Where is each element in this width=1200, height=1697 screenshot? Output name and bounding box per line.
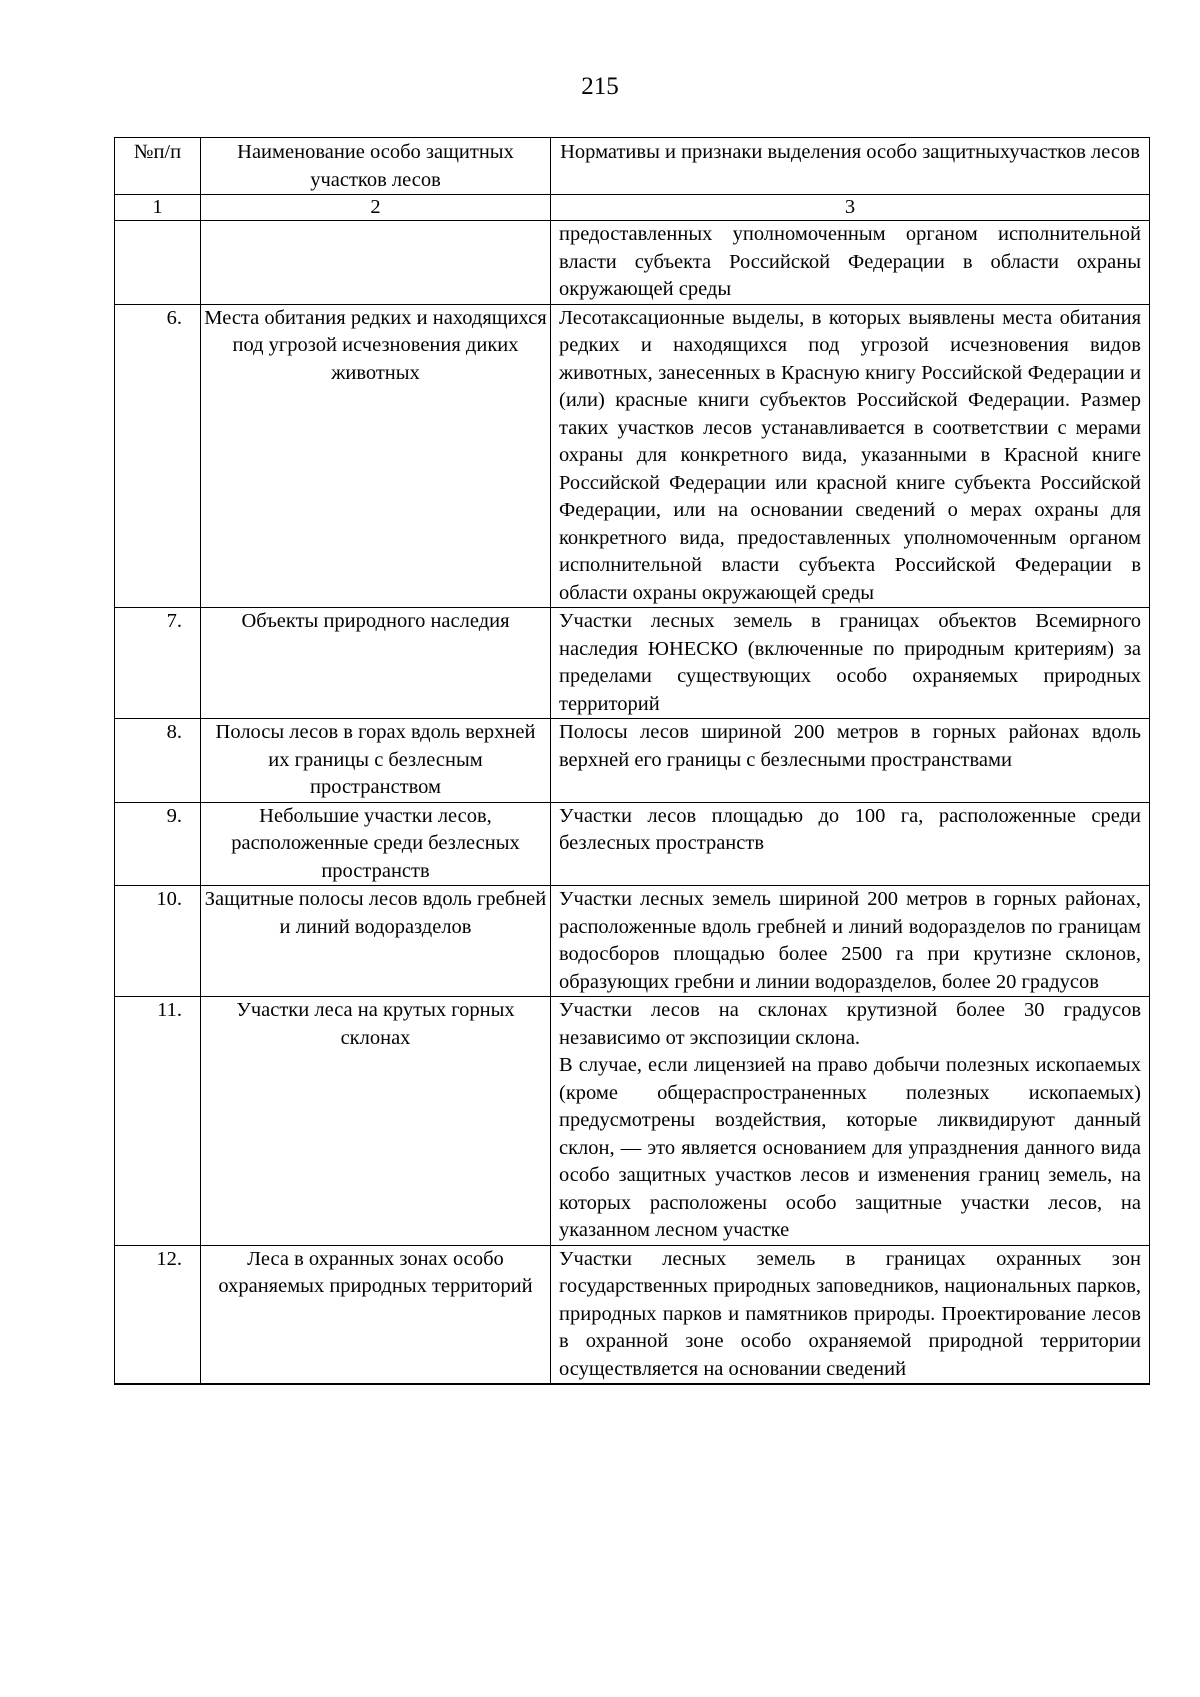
- table-row: [115, 886, 1150, 997]
- column-number: 3: [551, 195, 1150, 221]
- header-norms: Нормативы и признаки выделения особо защитныхучастков лесов: [551, 138, 1150, 195]
- norm-paragraph: Участки лесных земель в границах охранных зон государственных природных заповедников, национальных парков, природных парков и памятников природы. Проектирование лесов в охранной зоне особо охраняемой природной территории осуществляется на основании сведений: [559, 1247, 1141, 1380]
- row-number: 6.: [115, 304, 201, 608]
- row-number: 8.: [115, 719, 201, 803]
- norm-paragraph: предоставленных уполномоченным органом исполнительной власти субъекта Российской Федерации в области охраны окружающей среды: [559, 223, 1141, 300]
- table-row: [115, 608, 1150, 719]
- area-name: Объекты природного наследия: [201, 608, 551, 719]
- column-number: 1: [115, 195, 201, 221]
- header-name: Наименование особо защитных участков лесов: [201, 138, 551, 195]
- row-number: 7.: [115, 608, 201, 719]
- norm-paragraph: Участки лесов на склонах крутизной более 30 градусов независимо от экспозиции склона.: [559, 999, 1141, 1049]
- area-name: Леса в охранных зонах особо охраняемых природных территорий: [201, 1245, 551, 1384]
- table-row: [115, 997, 1150, 1246]
- area-norms: [551, 997, 1150, 1246]
- norm-paragraph: Лесотаксационные выделы, в которых выявлены места обитания редких и находящихся под угрозой исчезновения видов животных, занесенных в Красную книгу Российской Федерации и (или) красные книги субъектов Российской Федерации. Размер таких участков лесов устанавливается в соответствии с мерами охраны для конкретного вида, указанными в Красной книге Российской Федерации или красной книге субъекта Российской Федерации, или на основании сведений о мерах охраны для конкретного вида, предоставленных уполномоченным органом исполнительной власти субъекта Российской Федерации в области охраны окружающей среды: [559, 306, 1141, 604]
- area-name: Защитные полосы лесов вдоль гребней и линий водоразделов: [201, 886, 551, 997]
- area-norms: [551, 608, 1150, 719]
- row-number: 9.: [115, 802, 201, 886]
- row-number: 12.: [115, 1245, 201, 1384]
- area-norms: [551, 304, 1150, 608]
- row-number: [115, 221, 201, 305]
- table-body: [115, 221, 1150, 1385]
- area-name: Небольшие участки лесов, расположенные среди безлесных пространств: [201, 802, 551, 886]
- area-name: Участки леса на крутых горных склонах: [201, 997, 551, 1246]
- header-number: №п/п: [115, 138, 201, 195]
- area-norms: [551, 802, 1150, 886]
- table-row: [115, 802, 1150, 886]
- row-number: 10.: [115, 886, 201, 997]
- area-name: Места обитания редких и находящихся под угрозой исчезновения диких животных: [201, 304, 551, 608]
- norm-paragraph: В случае, если лицензией на право добычи полезных ископаемых (кроме общераспространенных полезных ископаемых) предусмотрены воздействия, которые ликвидируют данный склон, — это является основанием для упразднения данного вида особо защитных участков лесов и изменения границ земель, на которых расположены особо защитные участки лесов, на указанном лесном участке: [559, 1054, 1141, 1241]
- area-norms: [551, 719, 1150, 803]
- norm-paragraph: Участки лесных земель в границах объектов Всемирного наследия ЮНЕСКО (включенные по природным критериям) за пределами существующих особо охраняемых природных территорий: [559, 610, 1141, 715]
- norm-paragraph: Участки лесов площадью до 100 га, расположенные среди безлесных пространств: [559, 804, 1141, 854]
- table-row: [115, 221, 1150, 305]
- page-number: 215: [581, 73, 619, 100]
- column-number: 2: [201, 195, 551, 221]
- table-header-row: [115, 138, 1150, 195]
- column-number-row: [115, 195, 1150, 221]
- norm-paragraph: Участки лесных земель шириной 200 метров в горных районах, расположенные вдоль гребней и линий водоразделов по границам водосборов площадью более 2500 га при крутизне склонов, образующих гребни и линии водоразделов, более 20 градусов: [559, 888, 1141, 993]
- area-name: [201, 221, 551, 305]
- row-number: 11.: [115, 997, 201, 1246]
- table-row: [115, 1245, 1150, 1384]
- table-row: [115, 719, 1150, 803]
- area-name: Полосы лесов в горах вдоль верхней их границы с безлесным пространством: [201, 719, 551, 803]
- area-norms: [551, 886, 1150, 997]
- norm-paragraph: Полосы лесов шириной 200 метров в горных районах вдоль верхней его границы с безлесными пространствами: [559, 721, 1141, 771]
- area-norms: [551, 1245, 1150, 1384]
- area-norms: [551, 221, 1150, 305]
- table-row: [115, 304, 1150, 608]
- forest-areas-table: [114, 137, 1150, 1385]
